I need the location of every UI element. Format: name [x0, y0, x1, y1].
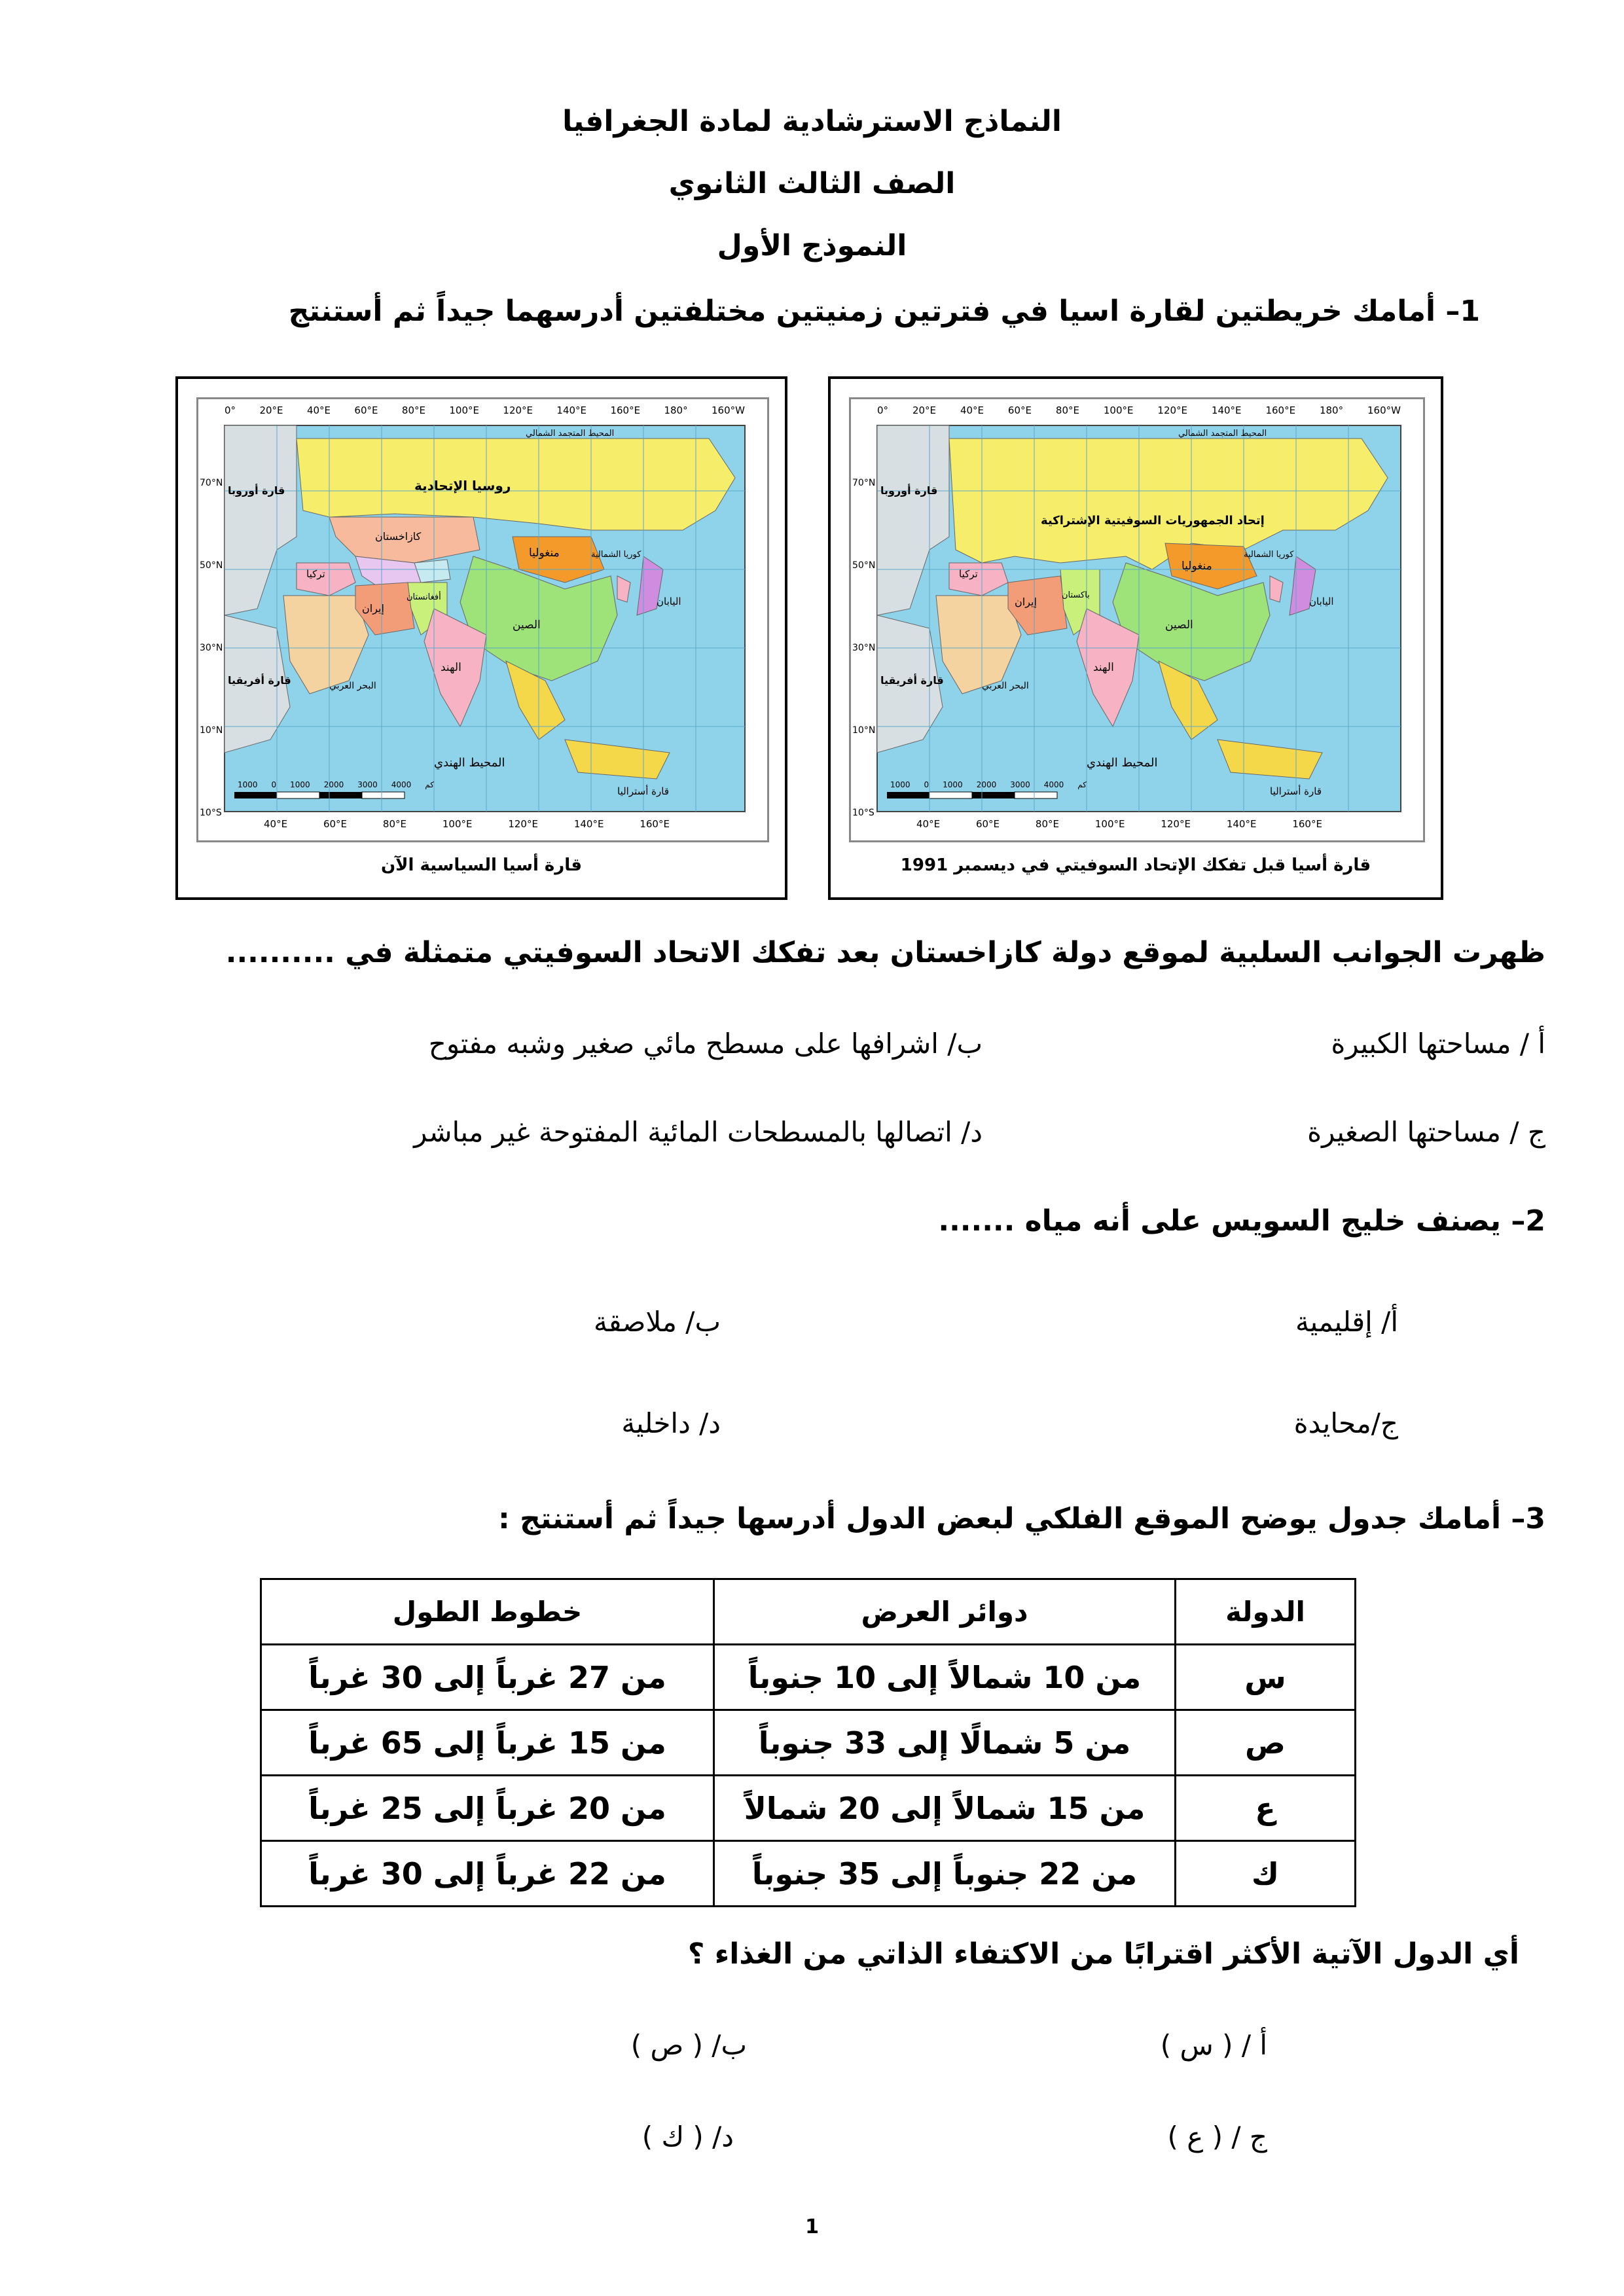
map-1-left-ticks: 70°N 50°N 30°N 10°N 10°S [852, 478, 876, 818]
header-country: الدولة [1176, 1579, 1356, 1645]
cell-country: ص [1176, 1710, 1356, 1776]
question-1-prompt: 1– أمامك خريطتين لقارة اسيا في فترتين زمنيتين مختلفتين أدرسهما جيداً ثم أستنتج [288, 295, 1480, 328]
map-2-label-europe: قارة أوروبا [228, 484, 285, 497]
q2-option-a[interactable]: أ/ إقليمية [1295, 1306, 1398, 1338]
table-header-row [261, 1579, 1356, 1645]
q2-option-b[interactable]: ب/ ملاصقة [593, 1306, 721, 1338]
map-1-label-china: الصين [1165, 619, 1193, 632]
question-3-subquestion: أي الدول الآتية الأكثر اقترابًا من الاكتفاء الذاتي من الغذاء ؟ [687, 1937, 1519, 1971]
q3-option-b[interactable]: ب/ ( ص ) [630, 2029, 747, 2061]
map-1-label-europe: قارة أوروبا [880, 484, 938, 497]
cell-latitude: من 15 شمالاً إلى 20 شمالاً [714, 1776, 1176, 1841]
map-asia-before-1991 [828, 376, 1443, 900]
cell-longitude: من 22 غرباً إلى 30 غرباً [261, 1841, 714, 1907]
map-1-caption: قارة أسيا قبل تفكك الإتحاد السوفيتي في ديسمبر 1991 [900, 855, 1371, 875]
map-1-label-iran: إيران [1015, 596, 1037, 608]
map-1-label-mongolia: منغوليا [1182, 560, 1212, 573]
table-row [261, 1776, 1356, 1841]
map-asia-now [175, 376, 787, 900]
table-row [261, 1841, 1356, 1907]
map-2-label-india: الهند [441, 661, 461, 674]
page-number: 1 [805, 2215, 819, 2238]
map-1-label-japan: اليابان [1309, 596, 1334, 607]
map-2-label-arabian-sea: البحر العربي [329, 681, 376, 691]
q3-option-d[interactable]: د/ ( ك ) [641, 2121, 734, 2153]
map-2-label-arctic: المحيط المتجمد الشمالي [526, 429, 615, 439]
map-2-left-ticks: 70°N 50°N 30°N 10°N 10°S [200, 478, 223, 818]
header-longitude: خطوط الطول [261, 1579, 714, 1645]
q1-option-d[interactable]: د/ اتصالها بالمسطحات المائية المفتوحة غير مباشر [414, 1116, 983, 1148]
q1-option-c[interactable]: ج / مساحتها الصغيرة [1307, 1116, 1545, 1148]
cell-country: س [1176, 1645, 1356, 1710]
map-2-label-turkey: تركيا [306, 568, 325, 580]
map-1-label-north-korea: كوريا الشمالية [1244, 550, 1294, 560]
map-1-label-pakistan: باكستان [1062, 590, 1090, 600]
q1-option-b[interactable]: ب/ اشرافها على مسطح مائي صغير وشبه مفتوح [428, 1028, 983, 1060]
map-2-label-mongolia: منغوليا [529, 547, 560, 560]
table-row [261, 1645, 1356, 1710]
map-2-label-north-korea: كوريا الشمالية [591, 550, 641, 560]
cell-latitude: من 5 شمالًا إلى 33 جنوباً [714, 1710, 1176, 1776]
map-2-label-africa: قارة أفريقيا [228, 674, 291, 687]
map-2-label-china: الصين [513, 619, 541, 632]
table-row [261, 1710, 1356, 1776]
coordinates-table [260, 1578, 1356, 1907]
question-1-subquestion: ظهرت الجوانب السلبية لموقع دولة كازاخستان بعد تفكك الاتحاد السوفيتي متمثلة في .......... [225, 936, 1545, 969]
asia-map-1-svg [851, 399, 1423, 840]
map-1-bottom-ticks: 40°E 60°E 80°E 100°E 120°E 140°E 160°E [916, 818, 1322, 830]
cell-longitude: من 27 غرباً إلى 30 غرباً [261, 1645, 714, 1710]
asia-map-2-svg [198, 399, 767, 840]
map-2-caption: قارة أسيا السياسية الآن [380, 855, 583, 875]
map-2-label-indian-ocean: المحيط الهندي [434, 756, 505, 770]
map-1-label-australia: قارة أستراليا [1270, 785, 1322, 797]
cell-latitude: من 10 شمالاً إلى 10 جنوباً [714, 1645, 1176, 1710]
map-2-label-iran: إيران [362, 602, 384, 615]
worksheet-title: النماذج الاسترشادية لمادة الجغرافيا [562, 105, 1062, 138]
map-1-label-ussr: إتحاد الجمهوريات السوفيتية الإشتراكية [1041, 514, 1265, 528]
map-1-label-indian-ocean: المحيط الهندي [1087, 756, 1158, 770]
map-1-label-arabian-sea: البحر العربي [982, 681, 1029, 691]
cell-country: ك [1176, 1841, 1356, 1907]
model-title: النموذج الأول [717, 229, 907, 262]
q3-option-c[interactable]: ج / ( ع ) [1167, 2121, 1267, 2153]
q2-option-d[interactable]: د/ داخلية [621, 1407, 721, 1439]
cell-country: ع [1176, 1776, 1356, 1841]
map-2-bottom-ticks: 40°E 60°E 80°E 100°E 120°E 140°E 160°E [264, 818, 670, 830]
map-2-label-australia: قارة أستراليا [617, 785, 669, 797]
map-2-label-russia: روسيا الإتحادية [414, 478, 511, 493]
cell-latitude: من 22 جنوباً إلى 35 جنوباً [714, 1841, 1176, 1907]
map-2-label-japan: اليابان [657, 596, 681, 607]
map-2-label-kazakhstan: كازاخستان [375, 530, 422, 543]
question-3-prompt: 3– أمامك جدول يوضح الموقع الفلكي لبعض الدول أدرسها جيداً ثم أستنتج : [498, 1502, 1545, 1535]
header-latitude: دوائر العرض [714, 1579, 1176, 1645]
question-2-prompt: 2– يصنف خليج السويس على أنه مياه ....... [938, 1204, 1545, 1238]
grade-title: الصف الثالث الثانوي [668, 167, 956, 200]
map-1-label-arctic: المحيط المتجمد الشمالي [1178, 429, 1267, 439]
map-2-top-ticks: 0° 20°E 40°E 60°E 80°E 100°E 120°E 140°E 160°E 180° 160°W [225, 404, 745, 416]
q1-option-a[interactable]: أ / مساحتها الكبيرة [1331, 1028, 1545, 1060]
map-2-scale: 1000 0 1000 2000 3000 4000 كم [238, 780, 434, 789]
map-1-scale: 1000 0 1000 2000 3000 4000 كم [890, 780, 1087, 789]
q3-option-a[interactable]: أ / ( س ) [1160, 2029, 1267, 2061]
map-1-top-ticks: 0° 20°E 40°E 60°E 80°E 100°E 120°E 140°E 160°E 180° 160°W [877, 404, 1401, 416]
map-1-label-india: الهند [1093, 661, 1114, 674]
q2-option-c[interactable]: ج/محايدة [1293, 1407, 1398, 1439]
cell-longitude: من 20 غرباً إلى 25 غرباً [261, 1776, 714, 1841]
map-1-label-africa: قارة أفريقيا [880, 674, 944, 687]
map-1-label-turkey: تركيا [959, 568, 978, 580]
cell-longitude: من 15 غرباً إلى 65 غرباً [261, 1710, 714, 1776]
map-2-label-afghanistan: أفغانستان [406, 592, 441, 602]
